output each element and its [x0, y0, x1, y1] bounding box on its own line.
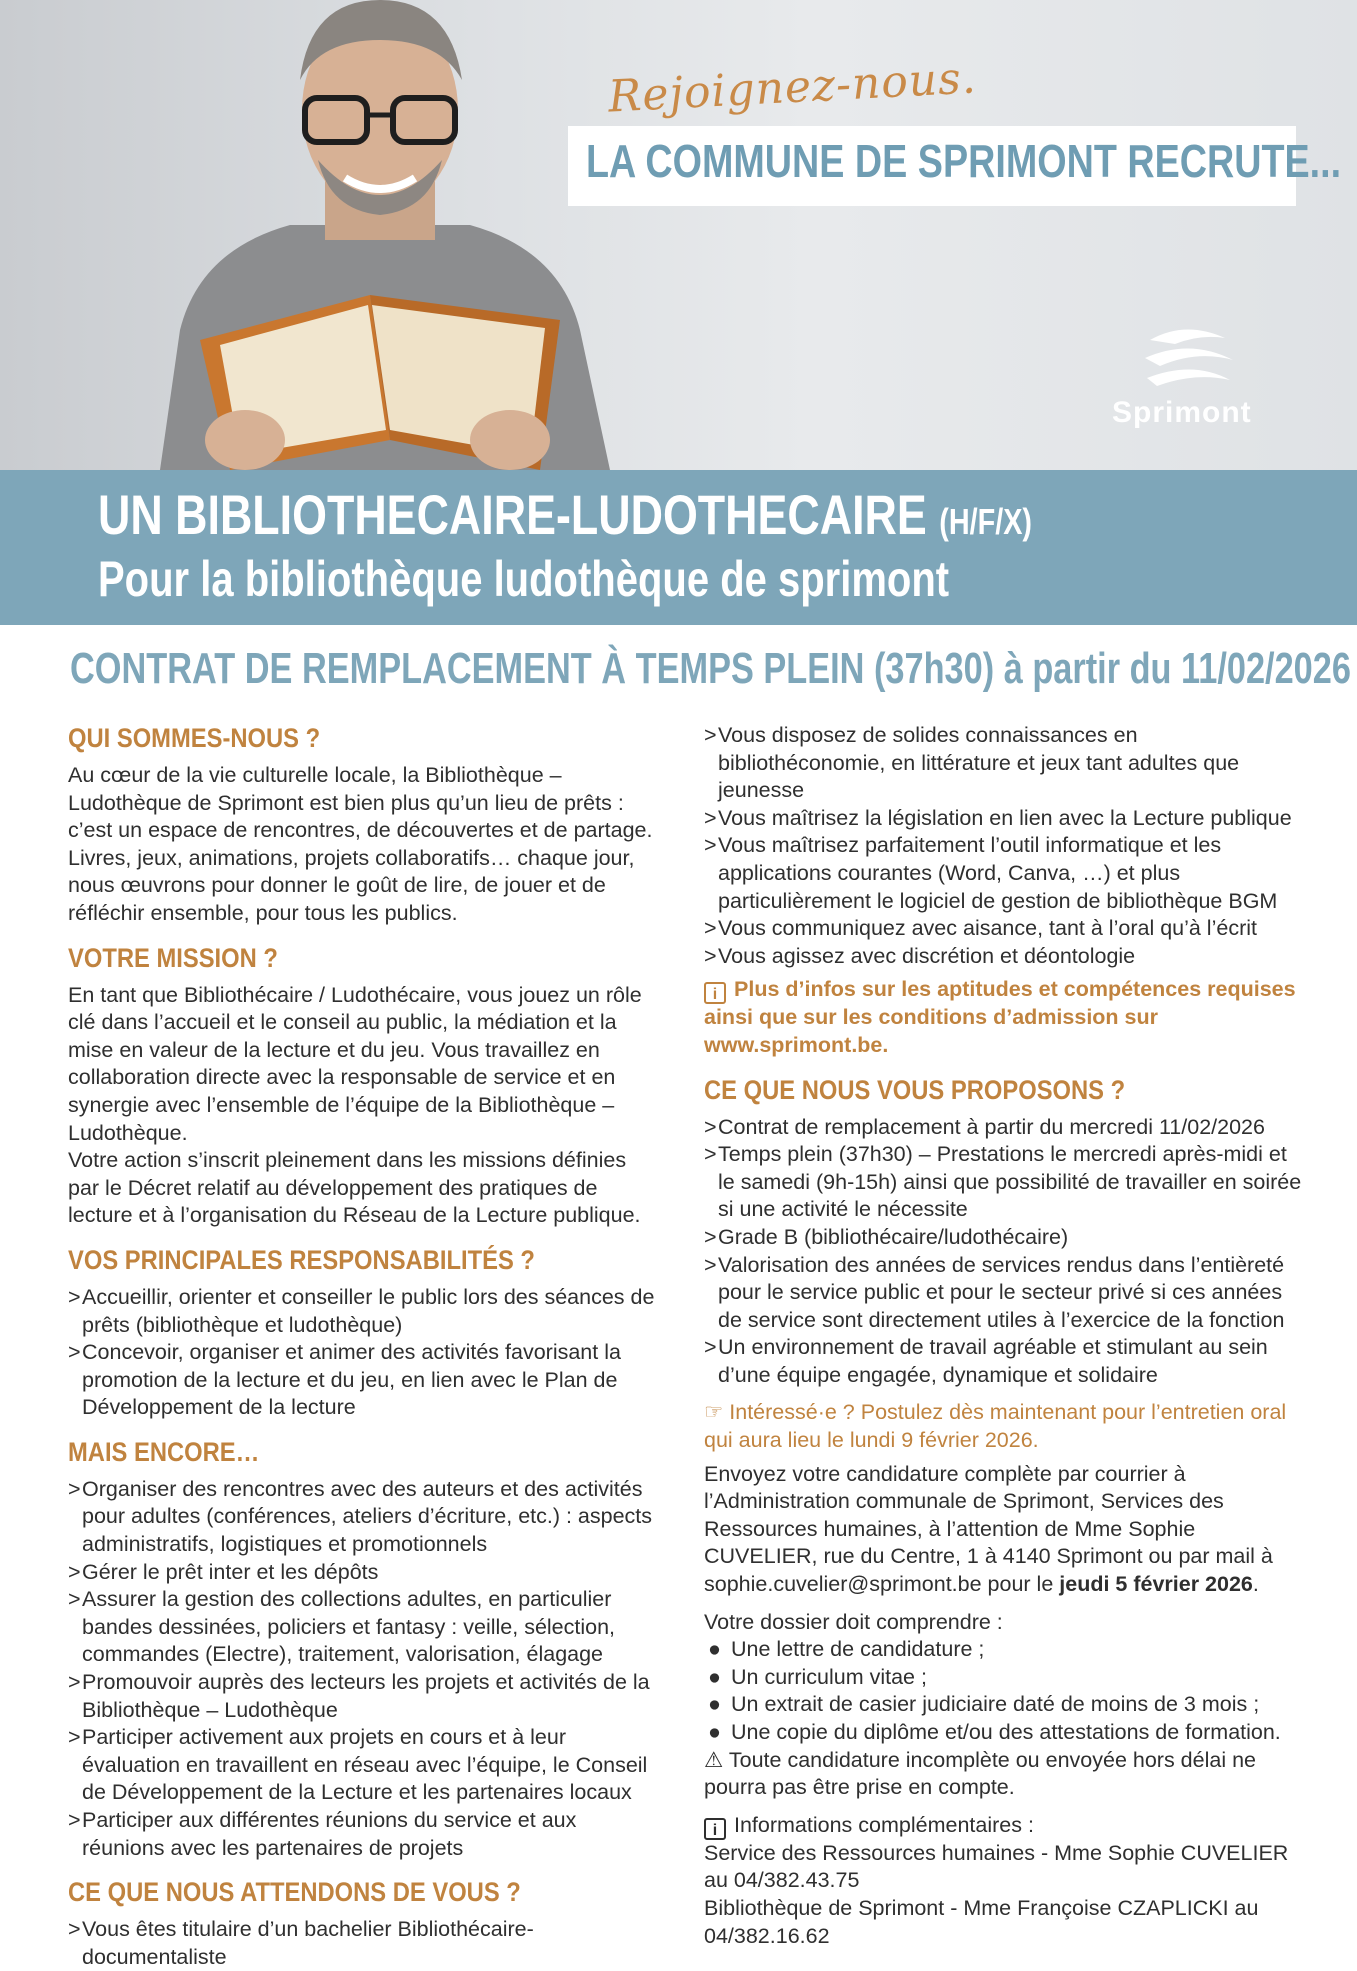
list-item: > Concevoir, organiser et animer des activités favorisant la promotion de la lecture et du jeu, en lien avec le Plan de Développement de la lecture: [68, 1340, 621, 1420]
contact-library: Bibliothèque de Sprimont - Mme Françoise CZAPLICKI au 04/382.16.62: [704, 1895, 1259, 1948]
send-instructions: Envoyez votre candidature complète par courrier à l’Administration communale de Sprimont, Services des Ressources humaines, à l’attention de Mme Sophie CUVELIER, rue du Centre, 1 à 4140 Sprimont ou par mail à sophie.cuvelier@sprimont.be pour le jeudi 5 février 2026.: [704, 1461, 1273, 1597]
section-attend-title: CE QUE NOUS ATTENDONS DE VOUS ?: [68, 1877, 521, 1908]
list-item-text: Accueillir, orienter et conseiller le public lors des séances de prêts (bibliothèque et ludothèque): [82, 1284, 655, 1337]
apply-callout: [704, 1399, 1304, 1454]
list-item-text: Vous agissez avec discrétion et déontologie: [718, 943, 1136, 968]
list-item-text: Concevoir, organiser et animer des activités favorisant la promotion de la lecture et du jeu, en lien avec le Plan de Développement de la lecture: [82, 1340, 621, 1420]
send-text: Envoyez votre candidature complète par courrier à l’Administration communale de Sprimont, Services des Ressources humaines, à l’attention de Mme Sophie CUVELIER, rue du Centre, 1 à 4140 Sprimont ou par mail à sophie.cuvelier@sprimont.be pour le: [704, 1461, 1273, 1597]
list-item: > Vous maîtrisez parfaitement l’outil informatique et les applications courantes (Word, Canva, …) et plus particulièrement le logiciel de gestion de bibliothèque BGM: [704, 833, 1278, 913]
list-item: > Contrat de remplacement à partir du mercredi 11/02/2026: [704, 1114, 1265, 1139]
list-item: > Participer aux différentes réunions du service et aux réunions avec les partenaires de projets: [68, 1808, 577, 1860]
section-encore-title: MAIS ENCORE…: [68, 1436, 260, 1467]
list-item-text: Vous êtes titulaire d’un bachelier Bibliothécaire-documentaliste: [82, 1917, 534, 1969]
info-title: Informations complémentaires :: [734, 1812, 1034, 1837]
list-item-text: Vous maîtrisez parfaitement l’outil informatique et les applications courantes (Word, Canva, …) et plus particulièrement le logiciel de gestion de bibliothèque BGM: [718, 833, 1278, 913]
info-icon: i: [704, 1818, 726, 1840]
list-item: > Accueillir, orienter et conseiller le public lors des séances de prêts (bibliothèque et ludothèque): [68, 1284, 655, 1337]
list-item-text: Organiser des rencontres avec des auteurs et des activités pour adultes (conférences, ateliers d’écriture, etc.) : aspects administratifs, logistiques et promotionnels: [82, 1476, 653, 1557]
list-item: > Vous maîtrisez la législation en lien avec la Lecture publique: [704, 805, 1292, 830]
list-item: > Promouvoir auprès des lecteurs les projets et activités de la Bibliothèque – Ludothèque: [68, 1670, 650, 1722]
send-deadline: jeudi 5 février 2026: [1059, 1572, 1253, 1597]
logo-text: Sprimont: [1112, 396, 1252, 429]
dossier-intro: Votre dossier doit comprendre :: [704, 1609, 1003, 1634]
list-item: > Gérer le prêt inter et les dépôts: [68, 1559, 379, 1584]
list-item: > Valorisation des années de services rendus dans l’entièreté pour le service public et pour le secteur privé si ces années de service sont directement utiles à l’exercice de la fonction: [704, 1252, 1285, 1332]
list-item: ● Une lettre de candidature ;: [708, 1637, 985, 1662]
more-info-link[interactable]: ainsi que sur les conditions d’admission sur www.sprimont.be.: [704, 1005, 1158, 1057]
list-item-text: Un environnement de travail agréable et stimulant au sein d’une équipe engagée, dynamique et solidaire: [718, 1335, 1268, 1387]
list-item: ● Un extrait de casier judiciaire daté de moins de 3 mois ;: [708, 1692, 1260, 1717]
list-item: > Organiser des rencontres avec des auteurs et des activités pour adultes (conférences, ateliers d’écriture, etc.) : aspects administratifs, logistiques et promotionnels: [68, 1476, 653, 1557]
contract-heading: CONTRAT DE REMPLACEMENT À TEMPS PLEIN (37h30) à partir du 11/02/2026: [70, 644, 1351, 693]
section-propose-title: CE QUE NOUS VOUS PROPOSONS ?: [704, 1074, 1126, 1105]
job-subtitle: Pour la bibliothèque ludothèque de sprimont: [98, 551, 950, 607]
list-item-text: Une lettre de candidature ;: [731, 1637, 985, 1662]
list-item-text: Valorisation des années de services rendus dans l’entièreté pour le service public et pour le secteur privé si ces années de service sont directement utiles à l’exercice de la fonction: [718, 1252, 1285, 1332]
job-title-text: UN BIBLIOTHECAIRE-LUDOTHECAIRE: [98, 483, 927, 546]
more-info-block: [704, 976, 1304, 1059]
list-item: > Vous disposez de solides connaissances en bibliothéconomie, en littérature et jeux tant adultes que jeunesse: [704, 723, 1240, 803]
list-item-text: Contrat de remplacement à partir du mercredi 11/02/2026: [718, 1114, 1265, 1139]
info-title-row: [704, 1812, 1304, 1840]
list-item-text: Vous communiquez avec aisance, tant à l’oral qu’à l’écrit: [718, 916, 1257, 941]
section-mission-title: VOTRE MISSION ?: [68, 942, 278, 973]
section-qui-title: QUI SOMMES-NOUS ?: [68, 723, 321, 753]
section-resp-title: VOS PRINCIPALES RESPONSABILITÉS ?: [68, 1244, 535, 1275]
left-column: [68, 722, 658, 1971]
tagline: Rejoignez-nous.: [606, 52, 978, 123]
hero-banner: [0, 0, 1357, 470]
job-title-suffix: (H/F/X): [939, 501, 1033, 542]
list-item: > Vous communiquez avec aisance, tant à l’oral qu’à l’écrit: [704, 916, 1257, 941]
info-icon: i: [704, 982, 726, 1004]
apply-text: Intéressé·e ? Postulez dès maintenant pour l’entretien oral qui aura lieu le lundi 9 février 2026.: [704, 1400, 1287, 1453]
list-item: > Temps plein (37h30) – Prestations le mercredi après-midi et le samedi (9h-15h) ainsi que possibilité de travailler en soirée si une activité le nécessite: [704, 1142, 1302, 1222]
list-item-text: Temps plein (37h30) – Prestations le mercredi après-midi et le samedi (9h-15h) ainsi que possibilité de travailler en soirée si une activité le nécessite: [718, 1142, 1302, 1222]
list-item-text: Un extrait de casier judiciaire daté de moins de 3 mois ;: [731, 1692, 1260, 1717]
list-item: > Vous êtes titulaire d’un bachelier Bibliothécaire-documentaliste: [68, 1917, 534, 1969]
list-item: > Vous agissez avec discrétion et déontologie: [704, 943, 1136, 968]
list-item-text: Une copie du diplôme et/ou des attestations de formation.: [731, 1720, 1281, 1744]
list-item: > Participer activement aux projets en cours et à leur évaluation en travaillent en réseau avec l’équipe, le Conseil de Développement de la Lecture et les partenaires locaux: [68, 1725, 648, 1805]
list-item: > Un environnement de travail agréable et stimulant au sein d’une équipe engagée, dynamique et solidaire: [704, 1335, 1268, 1387]
list-item: > Assurer la gestion des collections adultes, en particulier bandes dessinées, policiers et fantasy : veille, sélection, commandes (Electre), traitement, valorisation, élagage: [68, 1587, 616, 1667]
warning-text: Toute candidature incomplète ou envoyée hors délai ne pourra pas être prise en compte.: [704, 1747, 1256, 1800]
list-item: ● Une copie du diplôme et/ou des attestations de formation.: [708, 1720, 1281, 1744]
list-item-text: Participer aux différentes réunions du service et aux réunions avec les partenaires de projets: [82, 1808, 577, 1860]
right-column: [704, 722, 1304, 1950]
list-item-text: Promouvoir auprès des lecteurs les projets et activités de la Bibliothèque – Ludothèque: [82, 1670, 650, 1722]
list-item: ● Un curriculum vitae ;: [708, 1664, 927, 1689]
qui-text: Au cœur de la vie culturelle locale, la Bibliothèque – Ludothèque de Sprimont est bien plus qu’un lieu de prêts : c’est un espace de rencontres, de découvertes et de partage. Livres, jeux, animations, projets collaboratifs… chaque jour, nous œuvrons pour donner le goût de lire, de jouer et de réfléchir ensemble, pour tous les publics.: [68, 763, 653, 925]
mission-text-2: Votre action s’inscrit pleinement dans les missions définies par le Décret relatif au développement des pratiques de lecture et à l’organisation du Réseau de la Lecture publique.: [68, 1148, 641, 1228]
list-item-text: Participer activement aux projets en cours et à leur évaluation en travaillent en réseau avec l’équipe, le Conseil de Développement de la Lecture et les partenaires locaux: [82, 1725, 648, 1805]
list-item-text: Grade B (bibliothécaire/ludothécaire): [718, 1224, 1069, 1249]
recruit-heading: LA COMMUNE DE SPRIMONT RECRUTE...: [586, 135, 1342, 187]
list-item-text: Un curriculum vitae ;: [731, 1664, 927, 1689]
man-reading-photo: [140, 0, 620, 470]
warning-note: [704, 1747, 1304, 1802]
list-item-text: Vous disposez de solides connaissances en bibliothéconomie, en littérature et jeux tant adultes que jeunesse: [718, 723, 1240, 803]
pointing-hand-icon: ☞: [704, 1400, 724, 1425]
mission-text-1: En tant que Bibliothécaire / Ludothécaire, vous jouez un rôle clé dans l’accueil et le conseil au public, la médiation et la mise en valeur de la lecture et du jeu. Vous travaillez en collaboration directe avec la responsable de service et en synergie avec l’ensemble de l’équipe de la Bibliothèque – Ludothèque.: [68, 982, 642, 1145]
list-item-text: Vous maîtrisez la législation en lien avec la Lecture publique: [718, 805, 1292, 830]
list-item-text: Assurer la gestion des collections adultes, en particulier bandes dessinées, policiers et fantasy : veille, sélection, commandes (Electre), traitement, valorisation, élagage: [82, 1587, 616, 1667]
warning-icon: ⚠: [704, 1747, 724, 1772]
list-item-text: Gérer le prêt inter et les dépôts: [82, 1559, 379, 1584]
contact-hr: Service des Ressources humaines - Mme Sophie CUVELIER au 04/382.43.75: [704, 1840, 1289, 1893]
more-info-line-1: Plus d’infos sur les aptitudes et compétences requises: [734, 977, 1296, 1002]
list-item: > Grade B (bibliothécaire/ludothécaire): [704, 1224, 1069, 1249]
job-title: [98, 482, 1032, 547]
